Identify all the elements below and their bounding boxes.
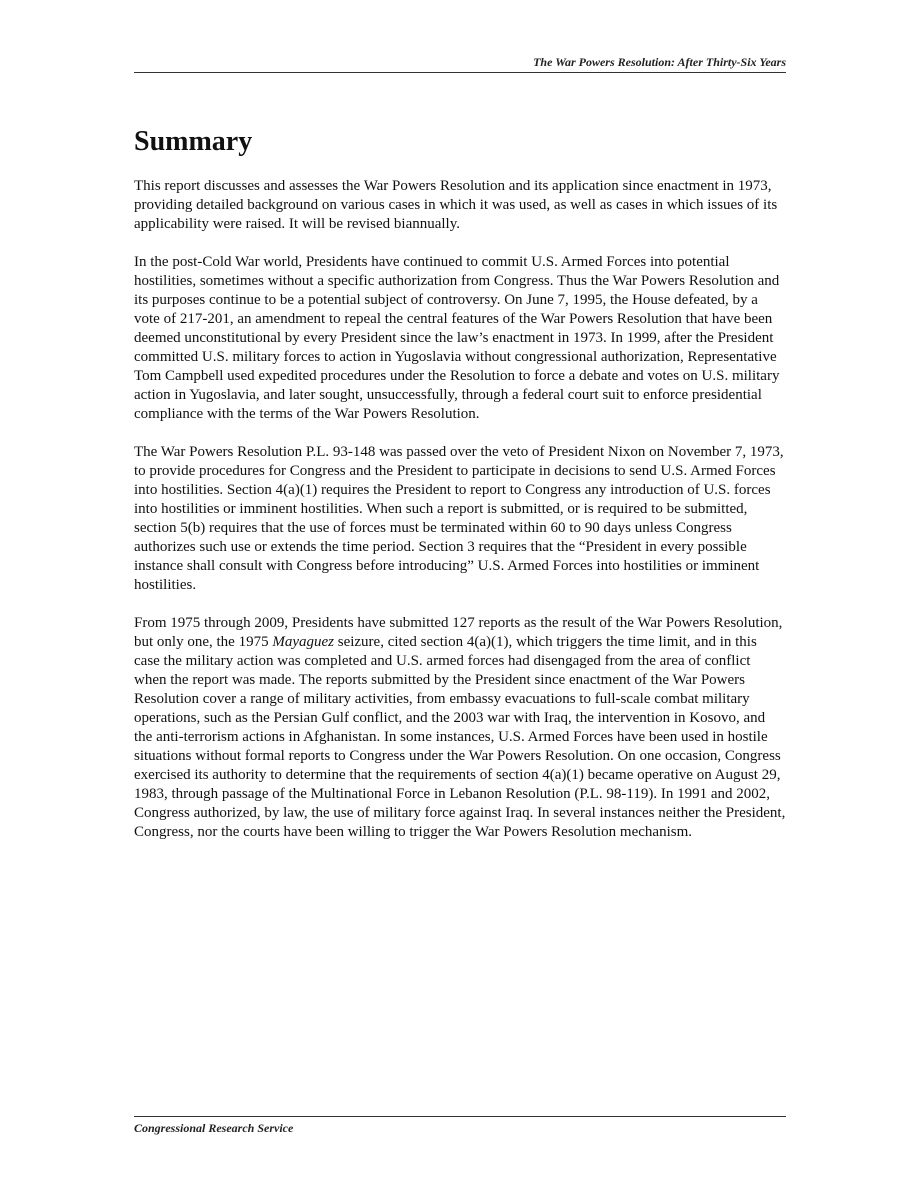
italic-case-name: Mayaguez (272, 634, 334, 650)
summary-body (134, 177, 786, 861)
paragraph-post-cold-war: In the post-Cold War world, Presidents have continued to commit U.S. Armed Forces into potential hostilities, sometimes without a specific authorization from Congress. Thus the War Powers Resolution and its purposes continue to be a potential subject of controversy. On June 7, 1995, the House defeated, by a vote of 217-201, an amendment to repeal the central features of the War Powers Resolution that have been deemed unconstitutional by every President since the law’s enactment in 1973. In 1999, after the President committed U.S. military forces to action in Yugoslavia without congressional authorization, Representative Tom Campbell used expedited procedures under the Resolution to force a debate and votes on U.S. military action in Yugoslavia, and later sought, unsuccessfully, through a federal court suit to enforce presidential compliance with the terms of the War Powers Resolution. (134, 254, 780, 422)
paragraph-text-segment: From 1975 through 2009, Presidents have submitted 127 reports as the result of the War Powers Resolution, but only one, the 1975 (134, 615, 783, 650)
header-rule (134, 72, 786, 73)
paragraph-text-segment: seizure, cited section 4(a)(1), which triggers the time limit, and in this case the military action was completed and U.S. armed forces had disengaged from the area of conflict when the report was made. The reports submitted by the President since enactment of the War Powers Resolution cover a range of military activities, from embassy evacuations to full-scale combat military operations, such as the Persian Gulf conflict, and the 2003 war with Iraq, the intervention in Kosovo, and the anti-terrorism actions in Afghanistan. In some instances, U.S. Armed Forces have been used in hostile situations without formal reports to Congress under the War Powers Resolution. On one occasion, Congress exercised its authority to determine that the requirements of section 4(a)(1) became operative on August 29, 1983, through passage of the Multinational Force in Lebanon Resolution (P.L. 98-119). In 1991 and 2002, Congress authorized, by law, the use of military force against Iraq. In several instances neither the President, Congress, nor the courts have been willing to trigger the War Powers Resolution mechanism. (134, 634, 786, 840)
paragraph-overview: This report discusses and assesses the War Powers Resolution and its application since enactment in 1973, providing detailed background on various cases in which it was used, as well as cases in which issues of its applicability were raised. It will be revised biannually. (134, 178, 778, 232)
paragraph-resolution-provisions: The War Powers Resolution P.L. 93-148 was passed over the veto of President Nixon on November 7, 1973, to provide procedures for Congress and the President to participate in decisions to send U.S. Armed Forces into hostilities. Section 4(a)(1) requires the President to report to Congress any introduction of U.S. forces into hostilities or imminent hostilities. When such a report is submitted, or is required to be submitted, section 5(b) requires that the use of forces must be terminated within 60 to 90 days unless Congress authorizes such use or extends the time period. Section 3 requires that the “President in every possible instance shall consult with Congress before introducing” U.S. Armed Forces into hostilities or imminent hostilities. (134, 444, 784, 593)
page-title: Summary (134, 126, 253, 157)
running-footer: Congressional Research Service (134, 1121, 294, 1135)
running-header: The War Powers Resolution: After Thirty-Six Years (533, 55, 786, 69)
paragraph-reports-history (134, 614, 786, 842)
footer-rule (134, 1116, 786, 1117)
